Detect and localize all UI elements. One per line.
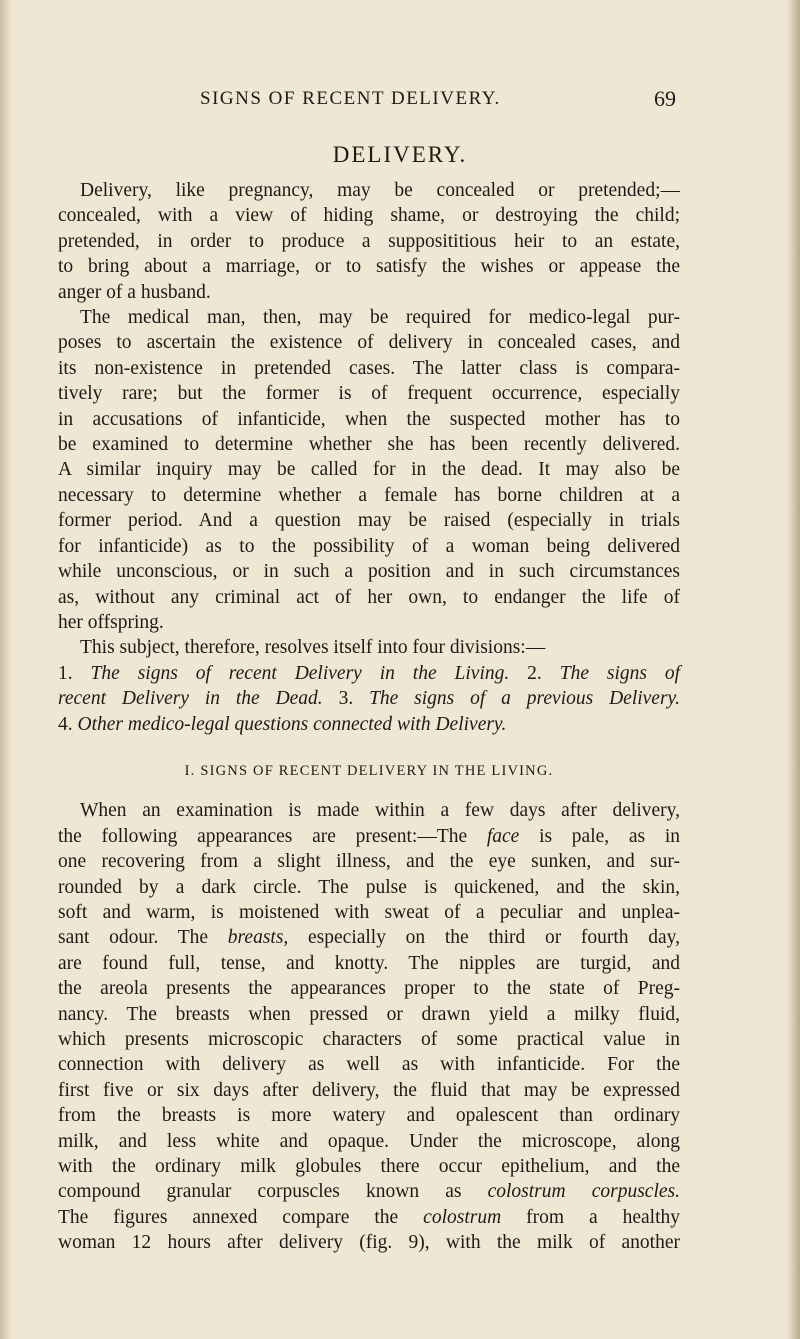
p4-text: The figures annexed compare the — [58, 1206, 399, 1228]
division-1: The signs of recent Delivery in the Living. — [90, 662, 510, 684]
division-number: 4. — [58, 713, 73, 735]
p1-line: concealed, with a view of hiding shame, or destroying the child; — [58, 205, 680, 227]
p2-line: poses to ascertain the existence of delivery in concealed cases, and — [58, 332, 680, 354]
page-number: 69 — [654, 86, 676, 111]
p1-line: anger of a husband. — [58, 281, 211, 303]
division-number: 2. — [527, 662, 542, 684]
p2-line: be examined to determine whether she has been recently delivered. — [58, 434, 680, 456]
p4-text: especially on the third or fourth day, — [308, 927, 681, 949]
section-title: DELIVERY. — [332, 142, 468, 167]
p4-line: nancy. The breasts when pressed or drawn yield a milky fluid, — [58, 1003, 680, 1025]
p2-line: necessary to determine whether a female has borne children at a — [58, 484, 680, 506]
p1-line: Delivery, like pregnancy, may be concealed or pretended;— — [80, 180, 680, 201]
p4-line: one recovering from a slight illness, and the eye sunken, and sur- — [58, 851, 680, 873]
p4-line: rounded by a dark circle. The pulse is quickened, and the skin, — [58, 876, 680, 898]
p4-line — [58, 824, 680, 849]
p2-line: while unconscious, or in such a position and in such circumstances — [58, 561, 680, 583]
p2-line: her offspring. — [58, 611, 164, 633]
subheading: I. SIGNS OF RECENT DELIVERY IN THE LIVING. — [184, 762, 554, 779]
division-4: Other medico-legal questions connected with Delivery. — [77, 713, 507, 735]
term-face: face — [486, 825, 520, 847]
division-3: The signs of a previous Delivery. — [369, 688, 681, 710]
page-edge-left — [0, 0, 12, 1339]
p4-line: woman 12 hours after delivery (fig. 9), with the milk of another — [58, 1232, 680, 1254]
p1-line: to bring about a marriage, or to satisfy the wishes or appease the — [58, 256, 680, 278]
p2-line: as, without any criminal act of her own, to endanger the life of — [58, 586, 680, 608]
divisions-line — [58, 686, 680, 711]
p2-line: for infanticide) as to the possibility of a woman being delivered — [58, 535, 680, 557]
term-colostrum-corpuscles: colostrum corpuscles. — [487, 1181, 681, 1203]
p4-line: the areola presents the appearances proper to the state of Preg- — [58, 978, 680, 1000]
p2-line: tively rare; but the former is of frequent occurrence, especially — [58, 383, 680, 405]
running-title: SIGNS OF RECENT DELIVERY. — [200, 88, 501, 109]
p4-text: the following appearances are present:—The — [58, 825, 468, 847]
p1-line: pretended, in order to produce a supposititious heir to an estate, — [58, 230, 680, 252]
division-number: 3. — [338, 688, 354, 710]
p4-line: from the breasts is more watery and opalescent than ordinary — [58, 1105, 680, 1127]
p4-line: which presents microscopic characters of some practical value in — [58, 1029, 680, 1050]
p4-line: with the ordinary milk globules there occur epithelium, and the — [58, 1156, 680, 1178]
p4-line: soft and warm, is moistened with sweat of a peculiar and unplea- — [58, 901, 680, 923]
p2-line: The medical man, then, may be required for medico-legal pur- — [80, 307, 680, 329]
division-2-start: The signs of — [559, 662, 681, 684]
p4-line: milk, and less white and opaque. Under the microscope, along — [58, 1130, 680, 1152]
term-colostrum: colostrum — [423, 1206, 502, 1228]
p4-text: from a healthy — [526, 1206, 681, 1228]
divisions-line — [58, 712, 680, 737]
divisions-line — [58, 661, 680, 686]
p4-text: is pale, as in — [539, 825, 680, 847]
p4-line — [58, 1205, 680, 1230]
p4-text: sant odour. The — [58, 927, 209, 949]
p4-line — [58, 1179, 680, 1204]
p2-line: in accusations of infanticide, when the suspected mother has to — [58, 408, 680, 430]
body-text — [58, 178, 680, 1256]
p2-line: former period. And a question may be raised (especially in trials — [58, 510, 680, 532]
p4-line: first five or six days after delivery, the fluid that may be expressed — [58, 1079, 680, 1101]
term-breasts: breasts, — [227, 927, 289, 949]
division-2-end: recent Delivery in the Dead. — [58, 688, 323, 710]
divisions-intro: This subject, therefore, resolves itself into four divisions:— — [80, 637, 546, 659]
p2-line: A similar inquiry may be called for in the dead. It may also be — [58, 459, 680, 481]
p4-text: compound granular corpuscles known as — [58, 1181, 462, 1203]
p2-line: its non-existence in pretended cases. The latter class is compara- — [58, 357, 680, 379]
p4-line: When an examination is made within a few days after delivery, — [80, 800, 680, 822]
p4-line: are found full, tense, and knotty. The nipples are turgid, and — [58, 952, 680, 974]
division-number: 1. — [58, 662, 73, 684]
page-edge-right — [786, 0, 800, 1339]
p4-line: connection with delivery as well as with infanticide. For the — [58, 1054, 680, 1076]
p4-line — [58, 925, 680, 950]
